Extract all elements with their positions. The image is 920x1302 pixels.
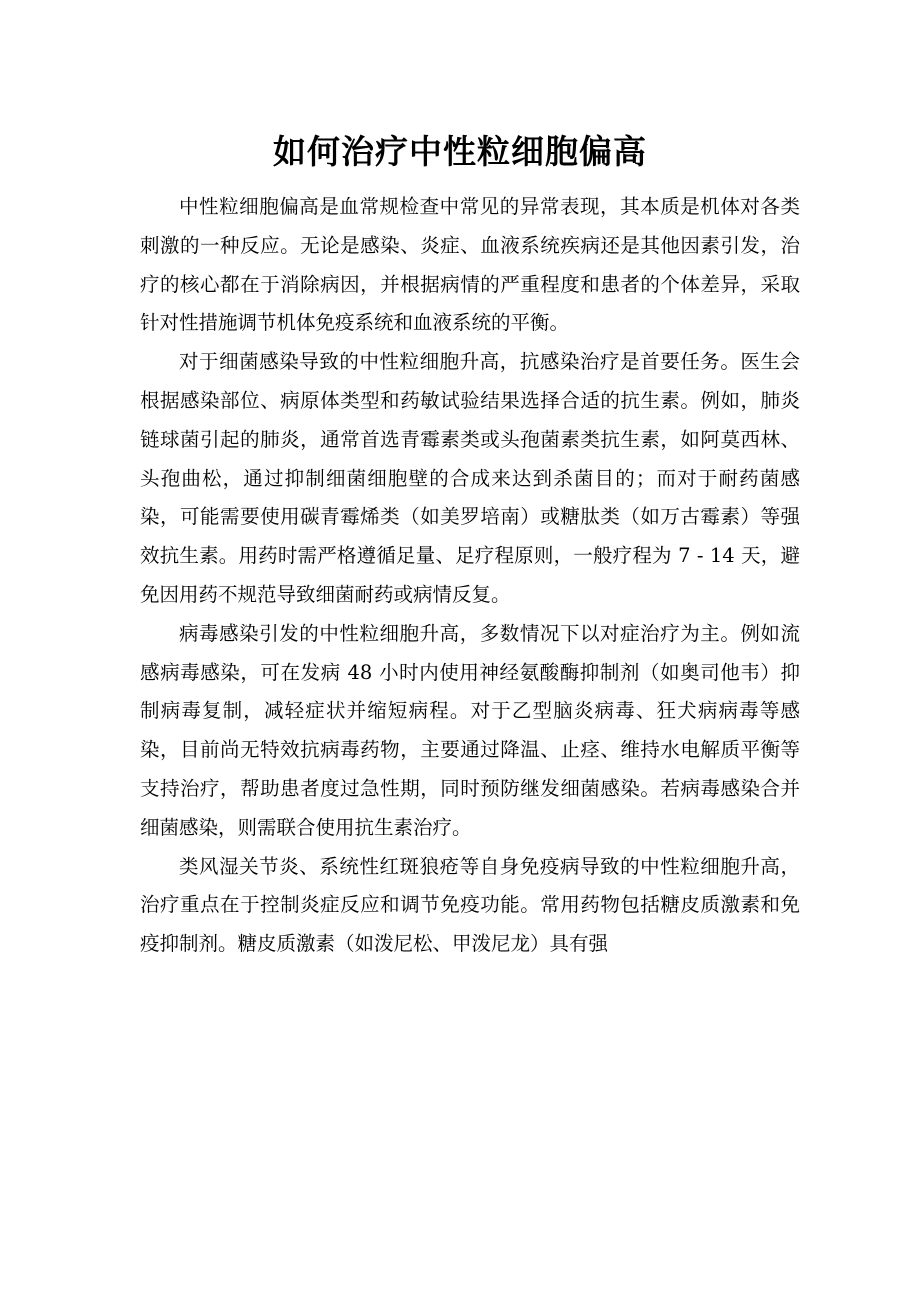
paragraph: 对于细菌感染导致的中性粒细胞升高，抗感染治疗是首要任务。医生会根据感染部位、病原体类型和药敏试验结果选择合适的抗生素。例如，肺炎链球菌引起的肺炎，通常首选青霉素类或头孢菌素类抗生素，如阿莫西林、头孢曲松，通过抑制细菌细胞壁的合成来达到杀菌目的；而对于耐药菌感染，可能需要使用碳青霉烯类（如美罗培南）或糖肽类（如万古霉素）等强效抗生素。用药时需严格遵循足量、足疗程原则，一般疗程为 7 - 14 天，避免因用药不规范导致细菌耐药或病情反复。: [140, 350, 800, 606]
document-body: [140, 188, 800, 964]
paragraph: 中性粒细胞偏高是血常规检查中常见的异常表现，其本质是机体对各类刺激的一种反应。无论是感染、炎症、血液系统疾病还是其他因素引发，治疗的核心都在于消除病因，并根据病情的严重程度和患者的个体差异，采取针对性措施调节机体免疫系统和血液系统的平衡。: [140, 195, 800, 335]
paragraph: 病毒感染引发的中性粒细胞升高，多数情况下以对症治疗为主。例如流感病毒感染，可在发病 48 小时内使用神经氨酸酶抑制剂（如奥司他韦）抑制病毒复制，减轻症状并缩短病程。对于乙型脑炎病毒、狂犬病病毒等感染，目前尚无特效抗病毒药物，主要通过降温、止痉、维持水电解质平衡等支持治疗，帮助患者度过急性期，同时预防继发细菌感染。若病毒感染合并细菌感染，则需联合使用抗生素治疗。: [140, 621, 800, 839]
document-title: 如何治疗中性粒细胞偏高: [273, 132, 647, 171]
paragraph: 类风湿关节炎、系统性红斑狼疮等自身免疫病导致的中性粒细胞升高，治疗重点在于控制炎症反应和调节免疫功能。常用药物包括糖皮质激素和免疫抑制剂。糖皮质激素（如泼尼松、甲泼尼龙）具有强: [140, 854, 800, 956]
